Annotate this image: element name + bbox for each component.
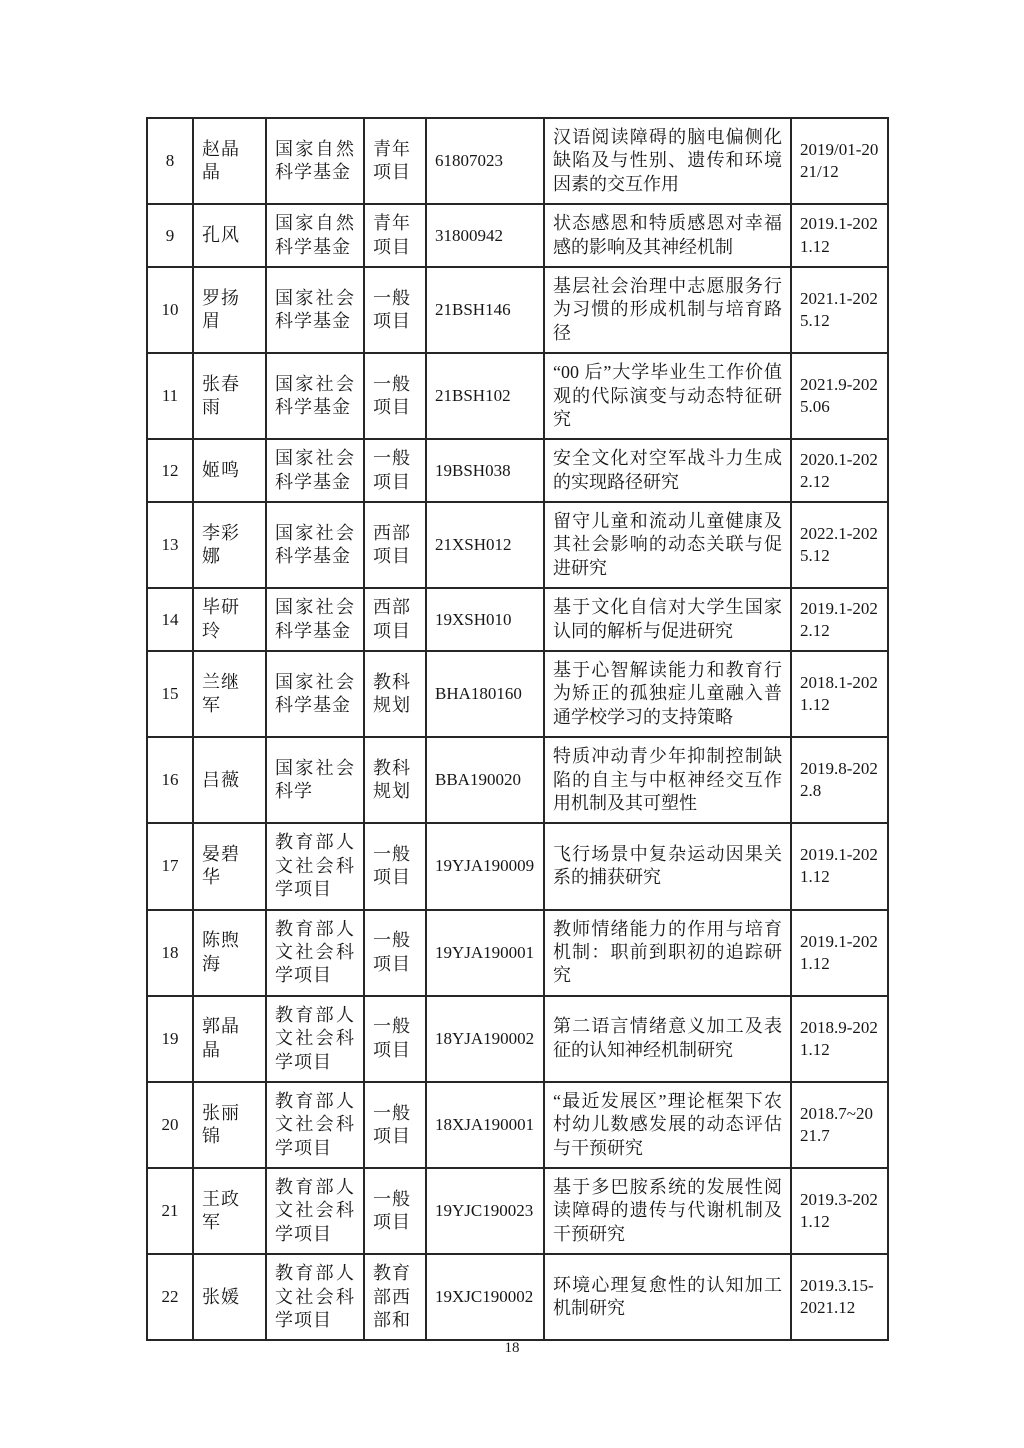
table-row [147, 1168, 888, 1254]
project-dates-cell: 2018.9-2021.12 [791, 996, 888, 1082]
project-code-cell: BBA190020 [426, 737, 544, 823]
project-dates-cell: 2021.1-2025.12 [791, 267, 888, 353]
researcher-name-cell: 孔风 [193, 204, 266, 267]
researcher-name-cell: 陈煦海 [193, 910, 266, 996]
researcher-name-cell: 罗扬眉 [193, 267, 266, 353]
project-type-cell: 一般项目 [364, 267, 426, 353]
project-code-cell: 19YJC190023 [426, 1168, 544, 1254]
project-dates-cell: 2019.8-2022.8 [791, 737, 888, 823]
researcher-name-cell: 郭晶晶 [193, 996, 266, 1082]
project-code-cell: 19XSH010 [426, 588, 544, 651]
projects-table-body [147, 118, 888, 1340]
researcher-name-cell: 李彩娜 [193, 502, 266, 588]
table-row [147, 651, 888, 737]
fund-category-cell: 国家社会科学基金 [266, 439, 364, 502]
row-number-cell: 19 [147, 996, 193, 1082]
row-number-cell: 17 [147, 823, 193, 909]
project-code-cell: 21BSH146 [426, 267, 544, 353]
project-type-cell: 西部项目 [364, 588, 426, 651]
fund-category-cell: 国家社会科学基金 [266, 267, 364, 353]
project-type-cell: 西部项目 [364, 502, 426, 588]
project-dates-cell: 2019/01-2021/12 [791, 118, 888, 204]
project-title-cell: “00 后”大学毕业生工作价值观的代际演变与动态特征研究 [544, 353, 791, 439]
table-row [147, 588, 888, 651]
row-number-cell: 21 [147, 1168, 193, 1254]
project-code-cell: 19XJC190002 [426, 1254, 544, 1340]
fund-category-cell: 国家自然科学基金 [266, 204, 364, 267]
project-title-cell: 基于心智解读能力和教育行为矫正的孤独症儿童融入普通学校学习的支持策略 [544, 651, 791, 737]
page-number: 18 [504, 1340, 520, 1356]
project-title-cell: 安全文化对空军战斗力生成的实现路径研究 [544, 439, 791, 502]
project-code-cell: 31800942 [426, 204, 544, 267]
row-number-cell: 16 [147, 737, 193, 823]
row-number-cell: 10 [147, 267, 193, 353]
project-code-cell: BHA180160 [426, 651, 544, 737]
project-title-cell: 基层社会治理中志愿服务行为习惯的形成机制与培育路径 [544, 267, 791, 353]
project-title-cell: 汉语阅读障碍的脑电偏侧化缺陷及与性别、遗传和环境因素的交互作用 [544, 118, 791, 204]
projects-table [146, 117, 889, 1341]
researcher-name-cell: 张媛 [193, 1254, 266, 1340]
table-row [147, 204, 888, 267]
row-number-cell: 22 [147, 1254, 193, 1340]
researcher-name-cell: 兰继军 [193, 651, 266, 737]
project-dates-cell: 2019.1-2021.12 [791, 204, 888, 267]
fund-category-cell: 国家社会科学基金 [266, 502, 364, 588]
researcher-name-cell: 赵晶晶 [193, 118, 266, 204]
fund-category-cell: 国家社会科学基金 [266, 353, 364, 439]
project-code-cell: 18YJA190002 [426, 996, 544, 1082]
project-code-cell: 21XSH012 [426, 502, 544, 588]
fund-category-cell: 教育部人文社会科学项目 [266, 1168, 364, 1254]
project-type-cell: 青年项目 [364, 204, 426, 267]
project-title-cell: “最近发展区”理论框架下农村幼儿数感发展的动态评估与干预研究 [544, 1082, 791, 1168]
project-dates-cell: 2019.1-2021.12 [791, 823, 888, 909]
fund-category-cell: 国家社会科学 [266, 737, 364, 823]
project-title-cell: 特质冲动青少年抑制控制缺陷的自主与中枢神经交互作用机制及其可塑性 [544, 737, 791, 823]
project-dates-cell: 2020.1-2022.12 [791, 439, 888, 502]
project-code-cell: 61807023 [426, 118, 544, 204]
row-number-cell: 8 [147, 118, 193, 204]
table-row [147, 118, 888, 204]
project-dates-cell: 2019.3.15-2021.12 [791, 1254, 888, 1340]
researcher-name-cell: 姬鸣 [193, 439, 266, 502]
row-number-cell: 14 [147, 588, 193, 651]
project-type-cell: 一般项目 [364, 353, 426, 439]
project-title-cell: 状态感恩和特质感恩对幸福感的影响及其神经机制 [544, 204, 791, 267]
fund-category-cell: 教育部人文社会科学项目 [266, 823, 364, 909]
project-title-cell: 环境心理复愈性的认知加工机制研究 [544, 1254, 791, 1340]
researcher-name-cell: 张丽锦 [193, 1082, 266, 1168]
fund-category-cell: 教育部人文社会科学项目 [266, 1082, 364, 1168]
researcher-name-cell: 王政军 [193, 1168, 266, 1254]
table-row [147, 439, 888, 502]
project-title-cell: 教师情绪能力的作用与培育机制：职前到职初的追踪研究 [544, 910, 791, 996]
project-type-cell: 一般项目 [364, 439, 426, 502]
project-dates-cell: 2018.7~2021.7 [791, 1082, 888, 1168]
table-row [147, 823, 888, 909]
project-dates-cell: 2022.1-2025.12 [791, 502, 888, 588]
fund-category-cell: 教育部人文社会科学项目 [266, 1254, 364, 1340]
project-code-cell: 19YJA190001 [426, 910, 544, 996]
table-row [147, 353, 888, 439]
researcher-name-cell: 毕研玲 [193, 588, 266, 651]
project-code-cell: 18XJA190001 [426, 1082, 544, 1168]
project-title-cell: 飞行场景中复杂运动因果关系的捕获研究 [544, 823, 791, 909]
project-dates-cell: 2019.3-2021.12 [791, 1168, 888, 1254]
row-number-cell: 18 [147, 910, 193, 996]
project-type-cell: 一般项目 [364, 910, 426, 996]
fund-category-cell: 教育部人文社会科学项目 [266, 910, 364, 996]
table-row [147, 737, 888, 823]
table-row [147, 1254, 888, 1340]
project-code-cell: 19YJA190009 [426, 823, 544, 909]
row-number-cell: 13 [147, 502, 193, 588]
project-type-cell: 一般项目 [364, 823, 426, 909]
row-number-cell: 11 [147, 353, 193, 439]
project-title-cell: 基于文化自信对大学生国家认同的解析与促进研究 [544, 588, 791, 651]
table-row [147, 910, 888, 996]
project-title-cell: 第二语言情绪意义加工及表征的认知神经机制研究 [544, 996, 791, 1082]
project-type-cell: 青年项目 [364, 118, 426, 204]
project-type-cell: 一般项目 [364, 1082, 426, 1168]
table-row [147, 267, 888, 353]
project-dates-cell: 2018.1-2021.12 [791, 651, 888, 737]
researcher-name-cell: 张春雨 [193, 353, 266, 439]
project-type-cell: 一般项目 [364, 996, 426, 1082]
researcher-name-cell: 晏碧华 [193, 823, 266, 909]
fund-category-cell: 国家社会科学基金 [266, 651, 364, 737]
project-code-cell: 19BSH038 [426, 439, 544, 502]
row-number-cell: 15 [147, 651, 193, 737]
row-number-cell: 20 [147, 1082, 193, 1168]
project-type-cell: 教科规划 [364, 651, 426, 737]
fund-category-cell: 教育部人文社会科学项目 [266, 996, 364, 1082]
table-row [147, 1082, 888, 1168]
fund-category-cell: 国家自然科学基金 [266, 118, 364, 204]
project-title-cell: 留守儿童和流动儿童健康及其社会影响的动态关联与促进研究 [544, 502, 791, 588]
row-number-cell: 12 [147, 439, 193, 502]
fund-category-cell: 国家社会科学基金 [266, 588, 364, 651]
project-type-cell: 教科规划 [364, 737, 426, 823]
row-number-cell: 9 [147, 204, 193, 267]
project-dates-cell: 2019.1-2021.12 [791, 910, 888, 996]
project-title-cell: 基于多巴胺系统的发展性阅读障碍的遗传与代谢机制及干预研究 [544, 1168, 791, 1254]
project-dates-cell: 2019.1-2022.12 [791, 588, 888, 651]
table-row [147, 502, 888, 588]
project-type-cell: 教育部西部和 [364, 1254, 426, 1340]
project-dates-cell: 2021.9-2025.06 [791, 353, 888, 439]
table-row [147, 996, 888, 1082]
researcher-name-cell: 吕薇 [193, 737, 266, 823]
project-code-cell: 21BSH102 [426, 353, 544, 439]
project-type-cell: 一般项目 [364, 1168, 426, 1254]
